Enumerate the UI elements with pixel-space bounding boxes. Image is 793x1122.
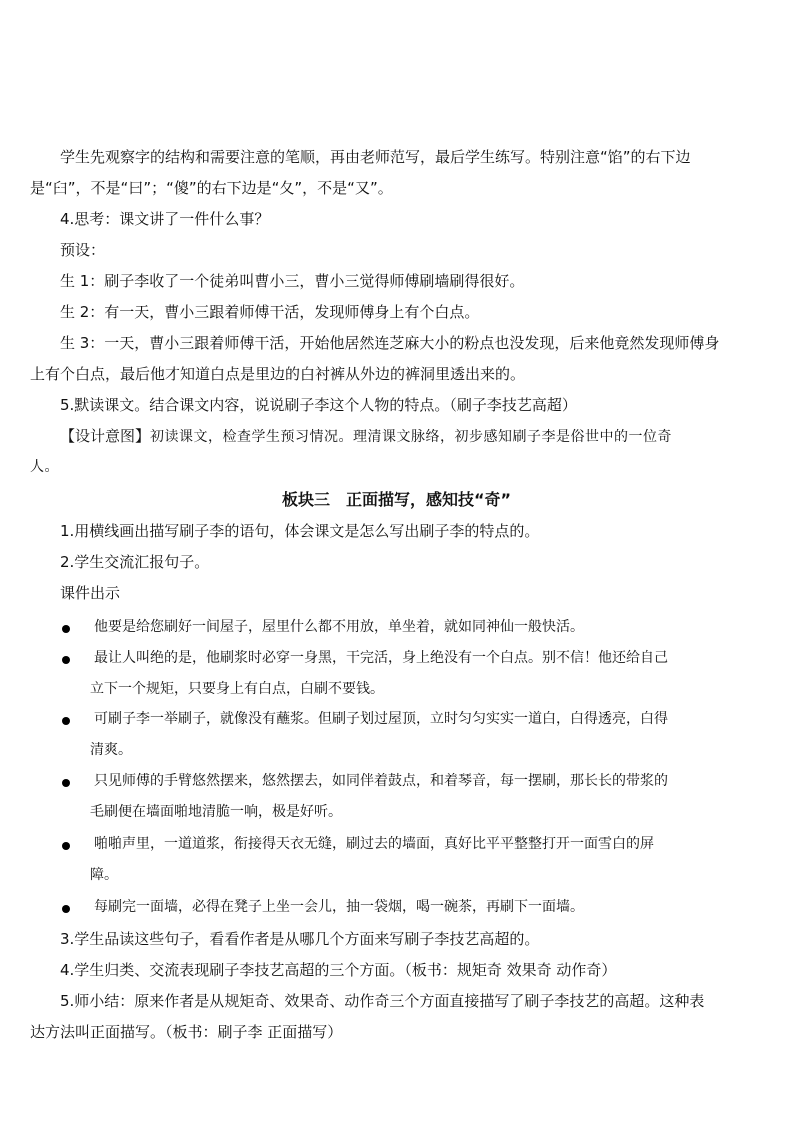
quote-line: 每刷完一面墙，必得在凳子上坐一会儿，抽一袋烟，喝一碗茶，再刷下一面墙。 [94, 899, 584, 915]
quote-line: 只见师傅的手臂悠然摆来，悠然摆去，如同伴着鼓点，和着琴音，每一摆刷，那长长的带浆的 [94, 773, 668, 789]
design-intent-line2: 人。 [30, 459, 59, 475]
step-3: 3.学生品读这些句子，看看作者是从哪几个方面来写刷子李技艺高超的。 [60, 930, 540, 948]
item-4-think: 4.思考：课文讲了一件什么事？ [60, 210, 270, 228]
paragraph-writing-instruction-line2: 是“臼”，不是“曰”；“傻”的右下边是“夂”，不是“又”。 [30, 179, 393, 197]
quote-line: 最让人叫绝的是，他刷浆时必穿一身黑，干完活，身上绝没有一个白点。别不信！他还给自己 [94, 650, 668, 666]
courseware-label: 课件出示 [60, 584, 121, 602]
bullet-dot-icon [62, 905, 70, 913]
design-intent-line1 [30, 421, 765, 453]
bullet-dot-icon [62, 779, 70, 787]
student-answer-3-line1: 生 3：一天，曹小三跟着师傅干活，开始他居然连芝麻大小的粉点也没发现，后来他竟然发现师傅身 [60, 334, 720, 352]
design-intent-text: 初读课文，检查学生预习情况。理清课文脉络，初步感知刷子李是俗世中的一位奇 [150, 429, 673, 445]
section-title: 板块三 正面描写，感知技“奇” [281, 490, 512, 509]
student-answer-3-line2: 上有个白点，最后他才知道白点是里边的白衬裤从外边的裤洞里透出来的。 [30, 365, 526, 383]
step-1: 1.用横线画出描写刷子李的语句，体会课文是怎么写出刷子李的特点的。 [60, 522, 540, 540]
quote-line-continued: 障。 [90, 867, 118, 883]
bullet-dot-icon [62, 625, 70, 633]
quote-line-continued: 毛刷便在墙面啪地清脆一响，极是好听。 [90, 804, 342, 820]
quote-line: 他要是给您刷好一间屋子，屋里什么都不用放，单坐着，就如同神仙一般快活。 [94, 619, 584, 635]
quote-line-continued: 立下一个规矩，只要身上有白点，白刷不要钱。 [90, 681, 384, 697]
preset-label: 预设： [60, 241, 106, 259]
bullet-dot-icon [62, 842, 70, 850]
bullet-dot-icon [62, 656, 70, 664]
step-5-line1: 5.师小结：原来作者是从规矩奇、效果奇、动作奇三个方面直接描写了刷子李技艺的高超。这种表 [60, 992, 705, 1010]
student-answer-1: 生 1：刷子李收了一个徒弟叫曹小三，曹小三觉得师傅刷墙刷得很好。 [60, 272, 525, 290]
quote-line: 可刷子李一举刷子，就像没有蘸浆。但刷子划过屋顶，立时匀匀实实一道白，白得透亮，白得 [94, 711, 668, 727]
quote-line: 啪啪声里，一道道浆，衔接得天衣无缝，刷过去的墙面，真好比平平整整打开一面雪白的屏 [94, 836, 654, 852]
step-4: 4.学生归类、交流表现刷子李技艺高超的三个方面。（板书：规矩奇 效果奇 动作奇） [60, 961, 617, 979]
item-5-read: 5.默读课文。结合课文内容，说说刷子李这个人物的特点。（刷子李技艺高超） [60, 396, 577, 414]
step-2: 2.学生交流汇报句子。 [60, 553, 210, 571]
paragraph-writing-instruction-line1: 学生先观察字的结构和需要注意的笔顺，再由老师范写，最后学生练写。特别注意“馅”的右下边 [60, 148, 691, 166]
design-intent-label: 【设计意图】 [60, 427, 151, 445]
student-answer-2: 生 2：有一天，曹小三跟着师傅干活，发现师傅身上有个白点。 [60, 303, 480, 321]
quote-line-continued: 清爽。 [90, 742, 132, 758]
step-5-line2: 达方法叫正面描写。（板书：刷子李 正面描写） [30, 1023, 343, 1041]
bullet-dot-icon [62, 717, 70, 725]
